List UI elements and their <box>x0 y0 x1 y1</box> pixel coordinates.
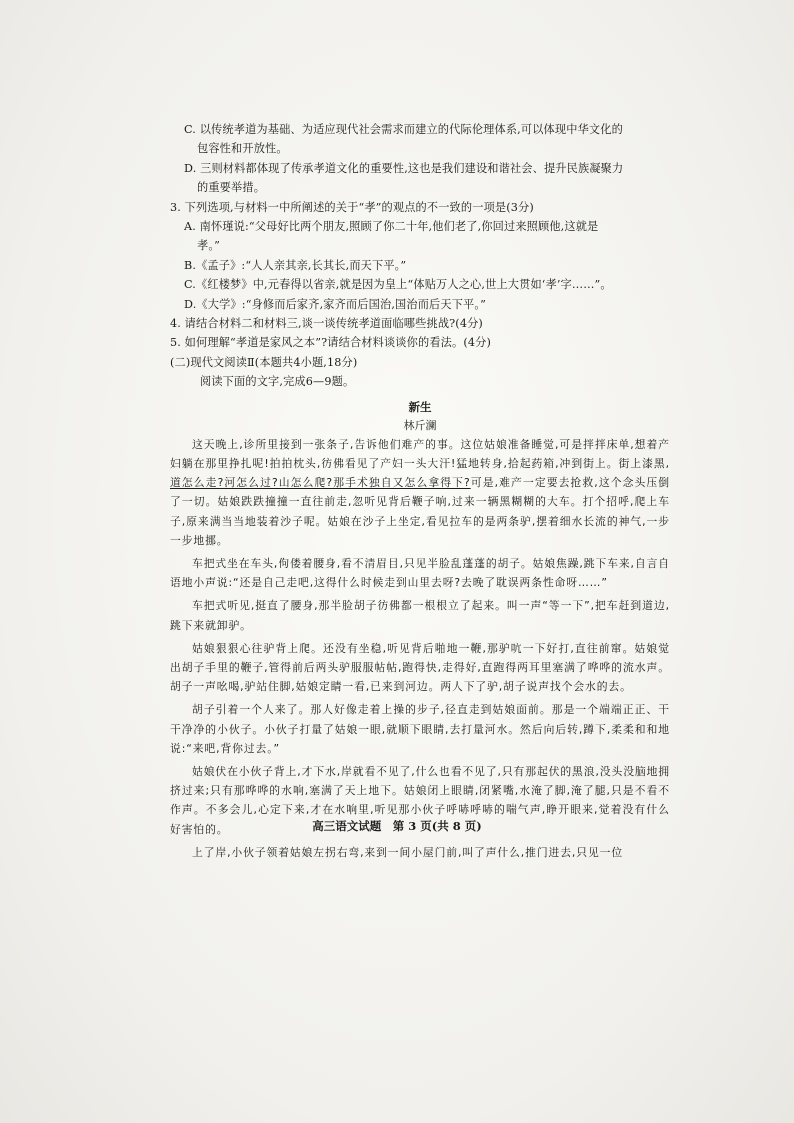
page-content <box>170 120 670 862</box>
question-3-option-a: A. 南怀瑾说:“父母好比两个朋友,照顾了你二十年,他们老了,你回过来照顾他,这就是 <box>184 220 599 234</box>
section-heading: (二)现代文阅读Ⅱ(本题共4小题,18分) <box>170 355 358 369</box>
story-title: 新生 <box>408 399 432 414</box>
option-c-top-cont: 包容性和开放性。 <box>197 142 288 156</box>
option-d-top: D. 三则材料都体现了传承孝道文化的重要性,这也是我们建设和谐社会、提升民族凝聚力 <box>184 161 624 175</box>
story-paragraph-1-part-a: 这天晚上,诊所里接到一张条子,告诉他们难产的事。这位姑娘准备睡觉,可是拌拌床单,想着产妇躺在那里挣扎呢!拍拍枕头,彷佛看见了产妇一头大汗!猛地转身,拾起药箱,冲到街上。街上漆黑, <box>170 437 670 470</box>
story-paragraph-3: 车把式听见,挺直了腰身,那半脸胡子彷佛都一根根立了起来。叫一声“等一下”,把车赶到道边,跳下来就卸驴。 <box>170 599 670 632</box>
question-3-option-a-cont: 孝。” <box>197 239 220 253</box>
story-paragraph-1-part-b: 可是,难产一定要去抢救,这个念头压倒了一切。姑娘跌跌撞撞一直往前走,忽听见背后鞭子响,过来一辆黑糊糊的大车。打个招呼,爬上车子,原来满当当地装着沙子呢。姑娘在沙子上坐定,看见拉车的是两条驴,摆着细水长流的神气,一步一步地挪。 <box>170 476 670 547</box>
question-3-option-b: B.《孟子》:“人人亲其亲,长其长,而天下平。” <box>184 258 407 272</box>
story-paragraph-4: 姑娘狠狠心往驴背上爬。还没有坐稳,听见背后啪地一鞭,那驴吭一下好打,直往前窜。姑娘觉出胡子手里的鞭子,管得前后两头驴服服帖帖,跑得快,走得好,直跑得两耳里塞满了哗哗的流水声。胡子一声吆喝,驴站住脚,姑娘定睛一看,已来到河边。两人下了驴,胡子说声找个会水的去。 <box>170 641 670 694</box>
story-paragraph-1 <box>170 435 670 550</box>
story-paragraph-6: 姑娘伏在小伙子背上,才下水,岸就看不见了,什么也看不见了,只有那起伏的黑浪,没头没脑地拥挤过来;只有那哗哗的水响,塞满了天上地下。姑娘闭上眼睛,闭紧嘴,水淹了脚,淹了腿,只是不看不作声。不多会儿,心定下来,才在水响里,听见那小伙子呼哧呼哧的喘气声,睁开眼来,觉着没有什么好害怕的。 <box>170 764 670 836</box>
reading-instruction: 阅读下面的文字,完成6—9题。 <box>200 375 355 389</box>
question-3-option-c: C.《红楼梦》中,元春得以省亲,就是因为皇上“体贴万人之心,世上大贯如‘孝’字……”。 <box>184 278 612 292</box>
question-5: 5. 如何理解“孝道是家风之本”?请结合材料谈谈你的看法。(4分) <box>170 336 491 350</box>
story-author: 林斤澜 <box>403 418 437 432</box>
question-4: 4. 请结合材料二和材料三,谈一谈传统孝道面临哪些挑战?(4分) <box>170 317 483 331</box>
underlined-sentence: 道怎么走?河怎么过?山怎么爬?那手术独自又怎么拿得下? <box>170 476 471 490</box>
option-c-top: C. 以传统孝道为基础、为适应现代社会需求而建立的代际伦理体系,可以体现中华文化的 <box>184 123 623 136</box>
story-paragraph-7: 上了岸,小伙子领着姑娘左拐右弯,来到一间小屋门前,叫了声什么,推门进去,只见一位 <box>192 845 624 859</box>
question-3-option-d: D.《大学》:“身修而后家齐,家齐而后国治,国治而后天下平。” <box>184 297 486 311</box>
question-3-stem: 3. 下列选项,与材料一中所阐述的关于“孝”的观点的不一致的一项是(3分) <box>170 200 534 214</box>
story-paragraph-2: 车把式坐在车头,佝偻着腰身,看不清眉目,只见半脸乱蓬蓬的胡子。姑娘焦躁,跳下车来,自言自语地小声说:“还是自己走吧,这得什么时候走到山里去呀?去晚了耽误两条性命呀……” <box>170 556 670 590</box>
page-footer: 高三语文试题 第 3 页(共 8 页) <box>312 819 482 833</box>
option-d-top-cont: 的重要举措。 <box>197 181 266 195</box>
story-paragraph-5: 胡子引着一个人来了。那人好像走着上操的步子,径直走到姑娘面前。那是一个端端正正、干干净净的小伙子。小伙子打量了姑娘一眼,就顺下眼睛,去打量河水。然后向后转,蹲下,柔柔和和地说:“来吧,背你过去。” <box>170 703 670 755</box>
